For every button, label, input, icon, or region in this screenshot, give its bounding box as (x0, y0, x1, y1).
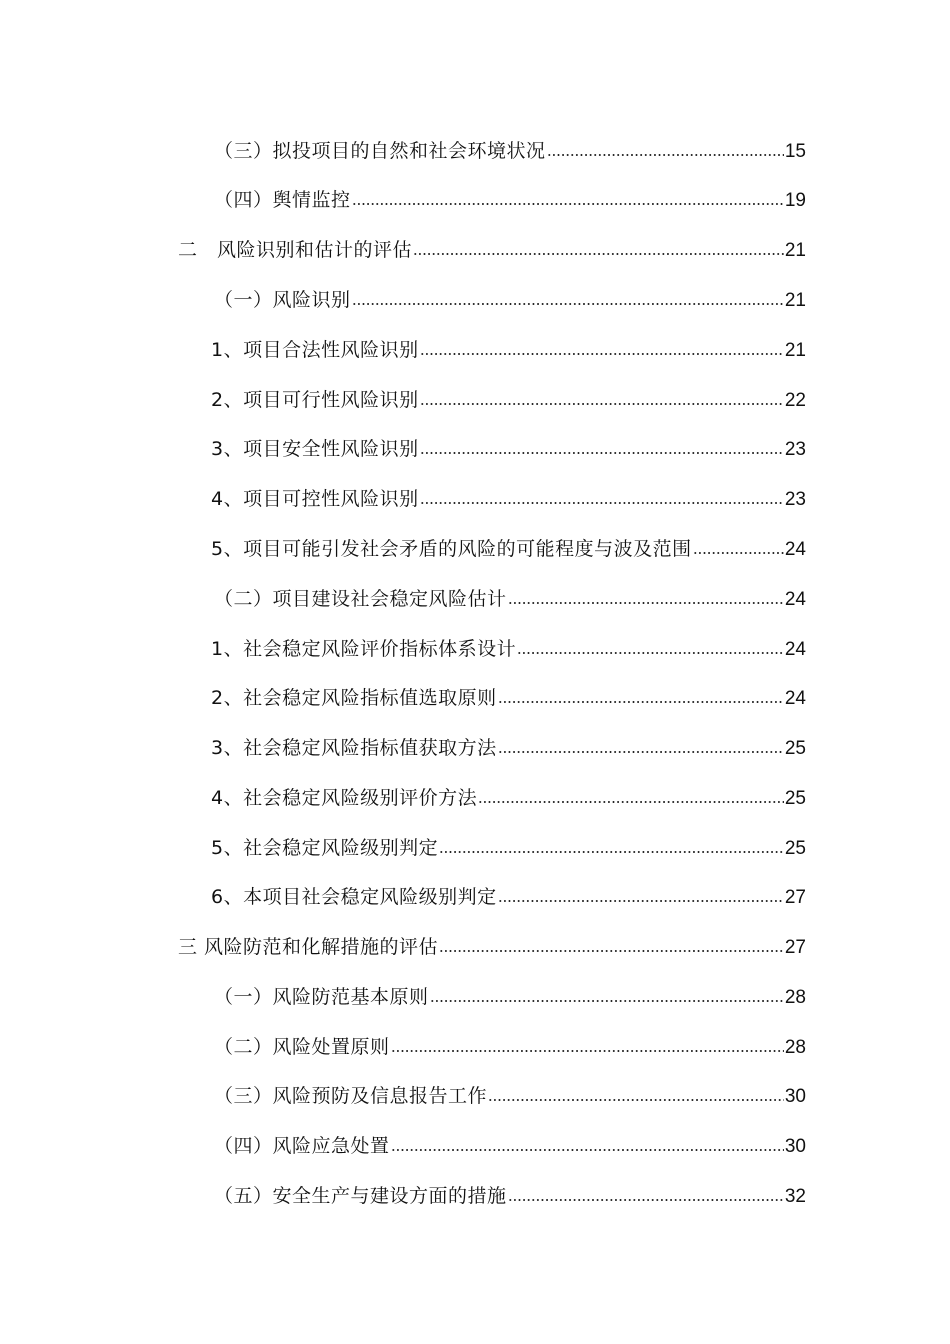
toc-entry[interactable] (214, 137, 806, 165)
toc-entry[interactable] (178, 236, 806, 264)
toc-leader-dots (498, 899, 784, 903)
toc-entry[interactable] (211, 834, 806, 862)
toc-entry-page: 25 (784, 788, 806, 809)
toc-entry-label: （二）项目建设社会稳定风险估计 (214, 588, 507, 610)
toc-entry-page: 25 (784, 838, 806, 859)
toc-entry-page: 22 (784, 390, 806, 411)
toc-leader-dots (547, 153, 784, 157)
toc-entry-page: 23 (784, 489, 806, 510)
toc-entry[interactable] (211, 883, 806, 911)
toc-entry-page: 24 (784, 639, 806, 660)
toc-entry-page: 21 (784, 240, 806, 261)
toc-entry[interactable] (214, 186, 806, 214)
toc-leader-dots (439, 949, 784, 953)
toc-entry-page: 24 (784, 539, 806, 560)
toc-entry-page: 15 (784, 141, 806, 162)
toc-entry[interactable] (211, 684, 806, 712)
toc-entry[interactable] (214, 983, 806, 1011)
toc-entry-page: 21 (784, 290, 806, 311)
toc-entry-label: （一）风险识别 (214, 289, 351, 311)
toc-entry-page: 28 (784, 1037, 806, 1058)
toc-entry-page: 27 (784, 937, 806, 958)
toc-entry-page: 24 (784, 589, 806, 610)
toc-entry-label: （三）风险预防及信息报告工作 (214, 1085, 488, 1107)
toc-entry-label: 二 风险识别和估计的评估 (178, 239, 413, 261)
toc-leader-dots (420, 451, 784, 455)
toc-entry[interactable] (211, 435, 806, 463)
toc-entry-label: 1、社会稳定风险评价指标体系设计 (211, 638, 517, 660)
toc-leader-dots (498, 750, 784, 754)
toc-entry[interactable] (211, 784, 806, 812)
toc-entry-page: 23 (784, 439, 806, 460)
toc-leader-dots (498, 700, 784, 704)
toc-entry[interactable] (214, 1033, 806, 1061)
toc-entry-label: 2、项目可行性风险识别 (211, 389, 419, 411)
toc-leader-dots (420, 501, 784, 505)
toc-entry[interactable] (211, 535, 806, 563)
toc-entry[interactable] (211, 734, 806, 762)
toc-entry-page: 27 (784, 887, 806, 908)
toc-entry-page: 24 (784, 688, 806, 709)
toc-leader-dots (517, 651, 784, 655)
toc-entry-label: （四）舆情监控 (214, 189, 351, 211)
toc-entry[interactable] (211, 386, 806, 414)
toc-leader-dots (488, 1098, 784, 1102)
toc-entry-label: （五）安全生产与建设方面的措施 (214, 1185, 507, 1207)
toc-entry-label: 3、项目安全性风险识别 (211, 438, 419, 460)
toc-entry[interactable] (214, 585, 806, 613)
toc-leader-dots (693, 551, 784, 555)
toc-entry-label: （二）风险处置原则 (214, 1036, 390, 1058)
toc-entry[interactable] (211, 635, 806, 663)
toc-entry-label: （一）风险防范基本原则 (214, 986, 429, 1008)
toc-entry-label: （三）拟投项目的自然和社会环境状况 (214, 140, 546, 162)
toc-leader-dots (439, 850, 784, 854)
toc-entry-label: 三 风险防范和化解措施的评估 (178, 936, 439, 958)
toc-entry-label: 5、社会稳定风险级别判定 (211, 837, 439, 859)
toc-leader-dots (420, 352, 784, 356)
toc-leader-dots (478, 800, 784, 804)
toc-entry[interactable] (211, 485, 806, 513)
toc-entry-label: 5、项目可能引发社会矛盾的风险的可能程度与波及范围 (211, 538, 692, 560)
toc-leader-dots (391, 1049, 784, 1053)
toc-entry[interactable] (214, 286, 806, 314)
toc-leader-dots (420, 402, 784, 406)
toc-leader-dots (352, 202, 784, 206)
toc-entry[interactable] (214, 1082, 806, 1110)
toc-leader-dots (413, 252, 784, 256)
toc-entry-label: 1、项目合法性风险识别 (211, 339, 419, 361)
toc-leader-dots (508, 601, 784, 605)
toc-entry-page: 28 (784, 987, 806, 1008)
toc-leader-dots (352, 302, 784, 306)
toc-entry-page: 21 (784, 340, 806, 361)
toc-entry-page: 25 (784, 738, 806, 759)
toc-entry-label: 4、社会稳定风险级别评价方法 (211, 787, 478, 809)
toc-entry-label: 4、项目可控性风险识别 (211, 488, 419, 510)
toc-leader-dots (508, 1198, 784, 1202)
toc-entry-label: （四）风险应急处置 (214, 1135, 390, 1157)
toc-entry-page: 32 (784, 1186, 806, 1207)
toc-entry-label: 3、社会稳定风险指标值获取方法 (211, 737, 497, 759)
toc-entry[interactable] (214, 1182, 806, 1210)
toc-leader-dots (391, 1148, 784, 1152)
toc-entry[interactable] (214, 1132, 806, 1160)
toc-entry[interactable] (178, 933, 806, 961)
toc-entry-label: 2、社会稳定风险指标值选取原则 (211, 687, 497, 709)
toc-entry-page: 30 (784, 1086, 806, 1107)
toc-entry-page: 30 (784, 1136, 806, 1157)
toc-entry-page: 19 (784, 190, 806, 211)
toc-entry[interactable] (211, 336, 806, 364)
toc-leader-dots (430, 999, 784, 1003)
toc-entry-label: 6、本项目社会稳定风险级别判定 (211, 886, 497, 908)
